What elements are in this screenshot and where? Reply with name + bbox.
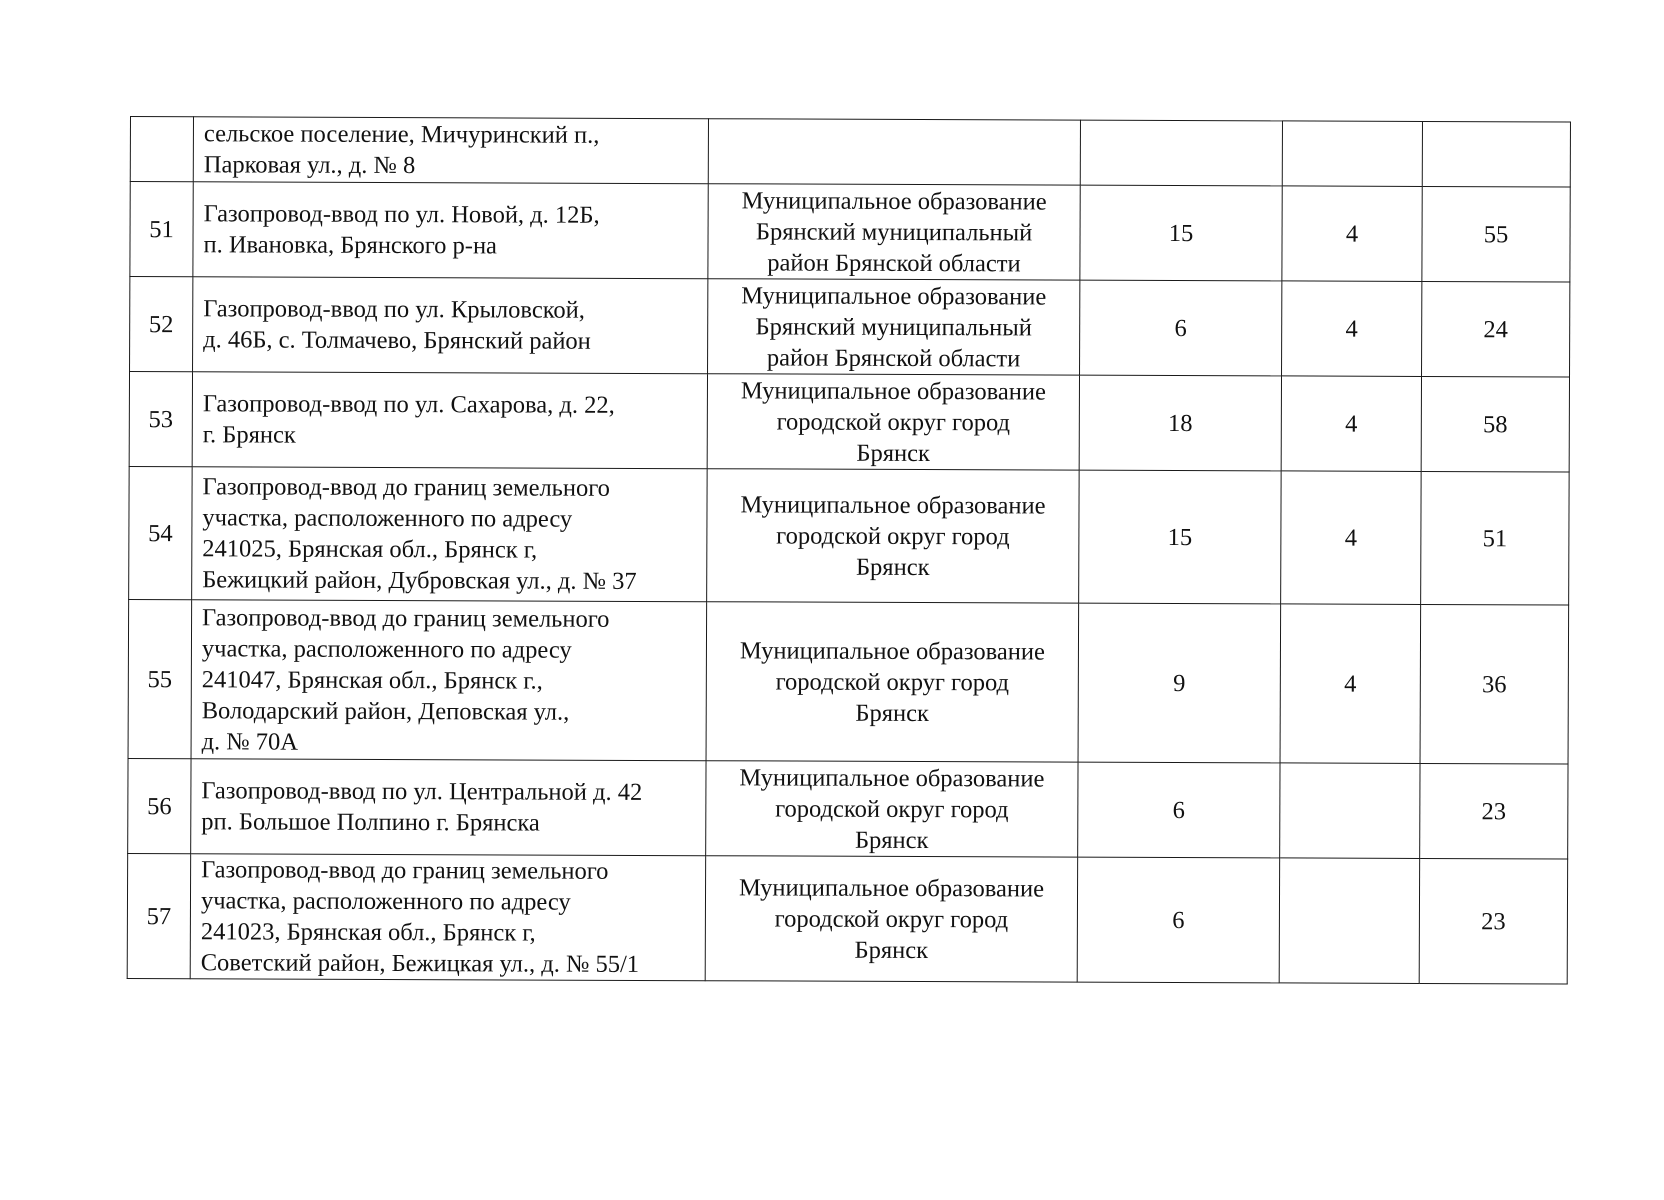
value-cell-2 xyxy=(1280,763,1420,859)
owner-cell xyxy=(705,856,1077,982)
object-name-cell xyxy=(193,277,708,374)
object-name-cell xyxy=(193,117,708,184)
owner-line: Муниципальное образование xyxy=(739,636,1045,666)
owner-cell xyxy=(707,469,1080,603)
value-cell-1: 15 xyxy=(1079,470,1282,604)
value-cell-2: 4 xyxy=(1281,376,1421,472)
owner-line: Брянский муниципальный xyxy=(755,217,1033,246)
table-row xyxy=(130,277,1570,378)
row-number-cell: 53 xyxy=(129,372,192,467)
value-cell-1: 6 xyxy=(1077,857,1279,983)
object-name-line: участка, расположенного по адресу xyxy=(201,634,572,664)
object-name-cell xyxy=(192,467,708,602)
owner-line: Брянск xyxy=(854,936,929,964)
value-cell-2 xyxy=(1282,121,1422,187)
table-row xyxy=(130,182,1570,283)
owner-line: городской округ город xyxy=(776,521,1010,550)
owner-line: Муниципальное образование xyxy=(740,490,1046,520)
owner-line: Муниципальное образование xyxy=(739,763,1045,793)
object-name-line: Парковая ул., д. № 8 xyxy=(203,151,416,180)
object-name-line: участка, расположенного по адресу xyxy=(200,887,571,916)
object-name-cell xyxy=(191,600,707,761)
value-cell-3: 23 xyxy=(1419,858,1567,984)
owner-cell xyxy=(708,184,1080,280)
table-row xyxy=(127,853,1567,984)
table-row xyxy=(130,117,1570,188)
owner-cell xyxy=(706,761,1078,857)
object-name-line: Газопровод-ввод по ул. Крыловской, xyxy=(203,295,585,324)
object-name-line: 241025, Брянская обл., Брянск г, xyxy=(202,535,538,564)
owner-cell xyxy=(707,374,1079,470)
object-name-line: Газопровод-ввод по ул. Сахарова, д. 22, xyxy=(202,390,615,419)
object-name-line: сельское поселение, Мичуринский п., xyxy=(203,120,600,149)
table-row xyxy=(128,599,1569,764)
registry-table xyxy=(127,116,1571,985)
table-row xyxy=(129,466,1570,605)
value-cell-2: 4 xyxy=(1282,281,1422,377)
object-name-line: Советский район, Бежицкая ул., д. № 55/1 xyxy=(200,949,640,978)
owner-cell xyxy=(708,279,1080,375)
owner-line: городской округ город xyxy=(776,407,1011,436)
object-name-line: рп. Большое Полпино г. Брянска xyxy=(201,808,540,837)
row-number-cell xyxy=(130,117,193,182)
value-cell-1 xyxy=(1080,120,1282,186)
value-cell-2 xyxy=(1279,858,1419,984)
owner-line: Муниципальное образование xyxy=(741,186,1047,216)
object-name-line: Газопровод-ввод до границ земельного xyxy=(202,473,610,502)
value-cell-3: 55 xyxy=(1422,186,1570,282)
value-cell-3 xyxy=(1422,121,1570,187)
row-number-cell: 57 xyxy=(127,853,190,978)
owner-line: Брянск xyxy=(854,826,929,854)
object-name-line: г. Брянск xyxy=(202,421,296,449)
object-name-cell xyxy=(190,854,705,981)
object-name-line: Бежицкий район, Дубровская ул., д. № 37 xyxy=(202,566,637,595)
object-name-line: д. 46Б, с. Толмачево, Брянский район xyxy=(203,326,591,355)
object-name-line: 241047, Брянская обл., Брянск г., xyxy=(201,665,543,695)
owner-line: городской округ город xyxy=(774,904,1009,933)
object-name-line: Газопровод-ввод по ул. Новой, д. 12Б, xyxy=(203,200,600,229)
owner-cell xyxy=(708,119,1080,185)
owner-line: Брянск xyxy=(855,699,929,727)
value-cell-2: 4 xyxy=(1282,186,1422,282)
table-body xyxy=(127,117,1570,985)
object-name-line: Володарский район, Деповская ул., xyxy=(201,696,570,726)
value-cell-1: 15 xyxy=(1080,185,1282,281)
value-cell-1: 18 xyxy=(1079,375,1281,471)
owner-line: Брянск xyxy=(856,439,930,467)
object-name-line: Газопровод-ввод до границ земельного xyxy=(201,856,609,885)
object-name-cell xyxy=(191,759,706,856)
owner-line: городской округ город xyxy=(775,667,1010,696)
row-number-cell: 54 xyxy=(129,466,193,599)
owner-line: Брянск xyxy=(855,553,930,581)
value-cell-3: 51 xyxy=(1421,471,1570,605)
table-row xyxy=(128,758,1568,859)
object-name-line: Газопровод-ввод до границ земельного xyxy=(202,603,610,633)
value-cell-3: 23 xyxy=(1420,763,1568,859)
object-name-cell xyxy=(192,372,707,469)
object-name-line: п. Ивановка, Брянского р-на xyxy=(203,231,498,260)
owner-line: район Брянской области xyxy=(767,248,1021,277)
row-number-cell: 51 xyxy=(130,182,193,277)
value-cell-2: 4 xyxy=(1280,604,1421,764)
row-number-cell: 52 xyxy=(130,277,193,372)
object-name-line: д. № 70А xyxy=(201,727,299,756)
object-name-line: участка, расположенного по адресу xyxy=(202,504,573,533)
owner-line: Брянский муниципальный xyxy=(755,312,1032,341)
owner-line: Муниципальное образование xyxy=(738,873,1045,903)
owner-line: Муниципальное образование xyxy=(741,281,1047,311)
value-cell-1: 9 xyxy=(1078,603,1281,763)
value-cell-3: 24 xyxy=(1422,281,1570,377)
row-number-cell: 56 xyxy=(128,758,191,853)
owner-cell xyxy=(706,602,1079,762)
table-row xyxy=(129,372,1569,473)
row-number-cell: 55 xyxy=(128,599,192,758)
value-cell-3: 36 xyxy=(1420,604,1569,764)
owner-line: район Брянской области xyxy=(766,343,1021,372)
value-cell-1: 6 xyxy=(1078,762,1280,858)
object-name-line: 241023, Брянская обл., Брянск г, xyxy=(200,918,536,947)
object-name-line: Газопровод-ввод по ул. Центральной д. 42 xyxy=(201,777,643,806)
owner-line: городской округ город xyxy=(775,794,1009,823)
value-cell-1: 6 xyxy=(1080,280,1282,376)
object-name-cell xyxy=(193,182,708,279)
owner-line: Муниципальное образование xyxy=(740,376,1046,406)
value-cell-3: 58 xyxy=(1421,376,1569,472)
value-cell-2: 4 xyxy=(1281,471,1422,605)
